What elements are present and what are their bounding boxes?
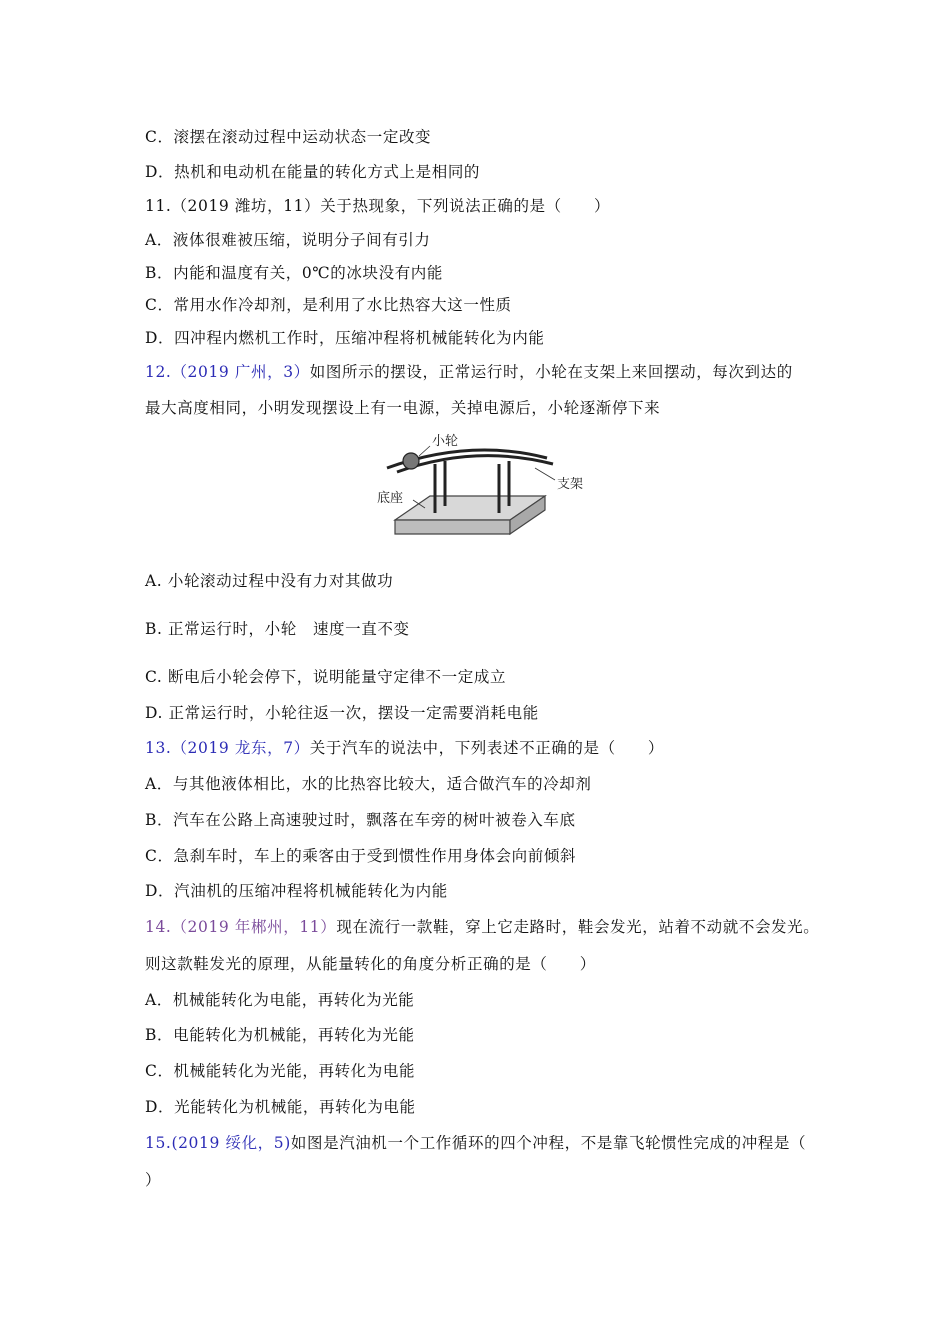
option-line-14c: C．机械能转化为光能，再转化为电能 bbox=[145, 1062, 416, 1080]
pendulum-ornament-figure bbox=[375, 428, 595, 543]
option-line-12d: D. 正常运行时，小轮往返一次，摆设一定需要消耗电能 bbox=[145, 704, 539, 722]
option-line-13c: C．急刹车时，车上的乘客由于受到惯性作用身体会向前倾斜 bbox=[145, 847, 577, 865]
label-base: 底座 bbox=[377, 491, 404, 506]
question-14-stem-cont: 则这款鞋发光的原理，从能量转化的角度分析正确的是（ ） bbox=[145, 955, 596, 973]
option-line-10d: D．热机和电动机在能量的转化方式上是相同的 bbox=[145, 163, 481, 181]
option-line-13a: A．与其他液体相比，水的比热容比较大，适合做汽车的冷却剂 bbox=[145, 775, 592, 793]
question-12-stem: 12.（2019 广州，3）如图所示的摆设，正常运行时，小轮在支架上来回摆动，每次到达的 bbox=[145, 363, 793, 381]
option-line-14b: B．电能转化为机械能，再转化为光能 bbox=[145, 1026, 415, 1044]
option-line-12b: B. 正常运行时，小轮 速度一直不变 bbox=[145, 620, 410, 638]
stand-leader-line bbox=[535, 468, 555, 480]
option-line-13d: D．汽油机的压缩冲程将机械能转化为内能 bbox=[145, 882, 448, 900]
question-12-source: 12.（2019 广州，3） bbox=[145, 363, 310, 381]
option-line-10c: C．滚摆在滚动过程中运动状态一定改变 bbox=[145, 128, 432, 146]
option-line-11c: C．常用水作冷却剂，是利用了水比热容大这一性质 bbox=[145, 296, 512, 314]
option-line-13b: B．汽车在公路上高速驶过时，飘落在车旁的树叶被卷入车底 bbox=[145, 811, 576, 829]
question-15-stem-cont: ） bbox=[145, 1171, 162, 1189]
label-wheel: 小轮 bbox=[432, 434, 459, 449]
option-line-11b: B．内能和温度有关，0℃的冰块没有内能 bbox=[145, 264, 443, 282]
base-front-face bbox=[395, 520, 510, 534]
option-line-11a: A．液体很难被压缩，说明分子间有引力 bbox=[145, 231, 431, 249]
option-line-14d: D．光能转化为机械能，再转化为电能 bbox=[145, 1098, 416, 1116]
question-13-stem: 13.（2019 龙东，7）关于汽车的说法中，下列表述不正确的是（ ） bbox=[145, 739, 664, 757]
question-15-stem: 15.(2019 绥化，5)如图是汽油机一个工作循环的四个冲程，不是靠飞轮惯性完成的冲程是（ bbox=[145, 1134, 807, 1152]
question-14-source: 14.（2019 年郴州，11） bbox=[145, 918, 337, 936]
question-14-stem: 14.（2019 年郴州，11）现在流行一款鞋，穿上它走路时，鞋会发光，站着不动就不会发光。 bbox=[145, 918, 820, 936]
label-stand: 支架 bbox=[557, 477, 584, 492]
option-line-12a: A. 小轮滚动过程中没有力对其做功 bbox=[145, 572, 394, 590]
wheel-leader-line bbox=[419, 446, 430, 456]
small-wheel-icon bbox=[403, 453, 419, 469]
question-12-stem-cont: 最大高度相同，小明发现摆设上有一电源，关掉电源后，小轮逐渐停下来 bbox=[145, 399, 661, 417]
question-13-source: 13.（2019 龙东，7） bbox=[145, 739, 310, 757]
question-11-stem: 11.（2019 潍坊，11）关于热现象，下列说法正确的是（ ） bbox=[145, 197, 611, 215]
option-line-14a: A．机械能转化为电能，再转化为光能 bbox=[145, 991, 415, 1009]
option-line-12c: C. 断电后小轮会停下，说明能量守定律不一定成立 bbox=[145, 668, 507, 686]
option-line-11d: D．四冲程内燃机工作时，压缩冲程将机械能转化为内能 bbox=[145, 329, 545, 347]
question-15-source: 15.(2019 绥化，5) bbox=[145, 1134, 291, 1152]
